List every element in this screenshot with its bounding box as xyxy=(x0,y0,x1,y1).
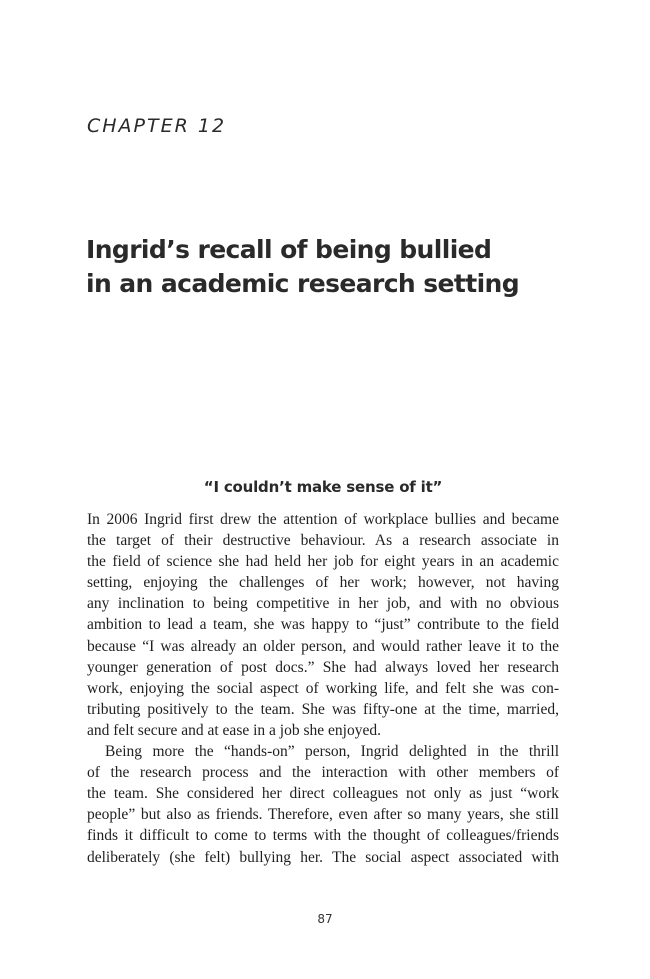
text-line: the field of science she had held her job for eight years in an academic xyxy=(87,553,559,571)
text-line: the team. She considered her direct colleagues not only as just “work xyxy=(87,785,559,803)
paragraph-1 xyxy=(87,509,559,741)
text-line: tributing positively to the team. She was fifty-one at the time, married, xyxy=(87,700,559,718)
text-line: finds it difficult to come to terms with the thought of colleagues/friends xyxy=(87,827,559,845)
text-line: and felt secure and at ease in a job she enjoyed. xyxy=(87,721,381,739)
text-line: people” but also as friends. Therefore, even after so many years, she still xyxy=(87,806,559,824)
chapter-title-line: Ingrid’s recall of being bullied xyxy=(86,235,492,264)
text-line: any inclination to being competitive in her job, and with no obvious xyxy=(87,595,559,613)
body-text xyxy=(87,509,559,868)
chapter-title-line: in an academic research setting xyxy=(86,269,520,298)
paragraph-2 xyxy=(87,741,559,868)
chapter-title xyxy=(86,233,566,301)
text-line: Being more the “hands-on” person, Ingrid delighted in the thrill xyxy=(105,743,559,761)
text-line: work, enjoying the social aspect of working life, and felt she was con- xyxy=(87,679,559,697)
chapter-label: CHAPTER 12 xyxy=(87,115,227,137)
text-line: setting, enjoying the challenges of her work; however, not having xyxy=(87,574,559,592)
text-line: deliberately (she felt) bullying her. The social aspect associated with xyxy=(87,848,559,866)
text-line: of the research process and the interaction with other members of xyxy=(87,764,559,782)
section-heading: “I couldn’t make sense of it” xyxy=(203,478,443,496)
text-line: younger generation of post docs.” She had always loved her research xyxy=(87,658,559,676)
text-line: In 2006 Ingrid first drew the attention of workplace bullies and became xyxy=(87,511,559,528)
text-line: the target of their destructive behaviour. As a research associate in xyxy=(87,532,559,550)
text-line: because “I was already an older person, and would rather leave it to the xyxy=(87,637,559,655)
text-line: ambition to lead a team, she was happy to “just” contribute to the field xyxy=(87,616,559,634)
page-number: 87 xyxy=(317,912,333,926)
